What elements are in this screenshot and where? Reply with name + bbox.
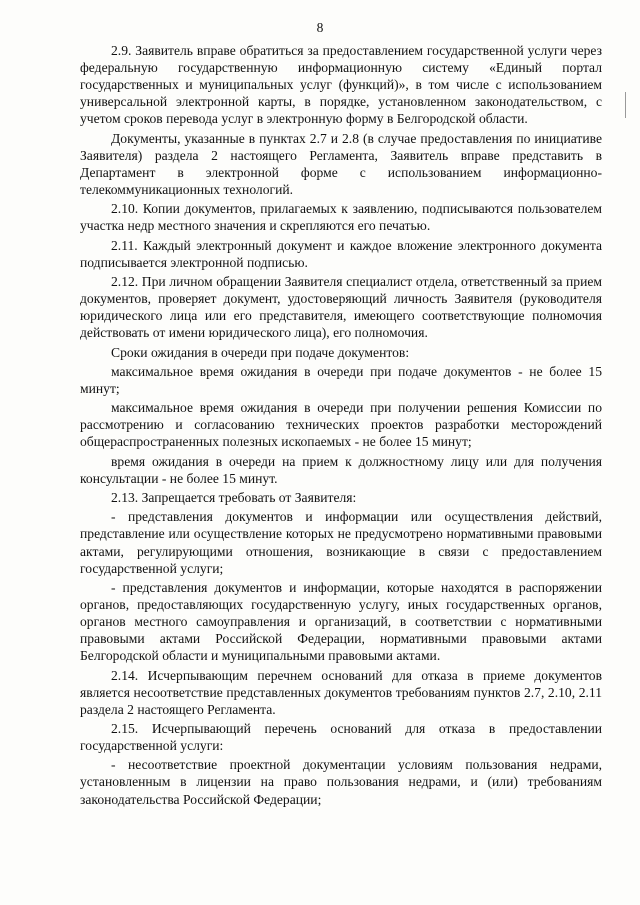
paragraph-queue-decision: максимальное время ожидания в очереди при получении решения Комиссии по рассмотрению и согласованию технических проектов разработки месторождений общераспространенных полезных ископаемых - не более 15 минут; bbox=[80, 400, 602, 450]
document-body bbox=[80, 42, 602, 810]
paragraph-2-13-item-2: - представления документов и информации, которые находятся в распоряжении органов, предоставляющих государственную услугу, иных государственных органов, органов местного самоуправления и организаций, в соответствии с нормативными правовыми актами Российской Федерации, нормативными правовыми актами Белгородской области и муниципальными правовыми актами. bbox=[80, 579, 602, 664]
page-number: 8 bbox=[316, 20, 324, 35]
paragraph-2-13-item-1: - представления документов и информации или осуществления действий, представление или осуществление которых не предусмотрено нормативными правовыми актами, регулирующими отношения, возникающие в связи с предоставлением государственной услуги; bbox=[80, 509, 602, 576]
paragraph-documents-electronic: Документы, указанные в пунктах 2.7 и 2.8 (в случае предоставления по инициативе Заявителя) раздела 2 настоящего Регламента, Заявитель вправе представить в Департамент в электронной форме с использованием информационно- телекоммуникационных технологий. bbox=[80, 130, 602, 197]
paragraph-2-14: 2.14. Исчерпывающим перечнем оснований для отказа в приеме документов является несоответствие представленных документов требованиям пунктов 2.7, 2.10, 2.11 раздела 2 настоящего Регламента. bbox=[80, 667, 602, 717]
paragraph-2-12: 2.12. При личном обращении Заявителя специалист отдела, ответственный за прием документов, проверяет документ, удостоверяющий личность Заявителя (руководителя юридического лица или его представителя, имеющего соответствующие полномочия действовать от имени юридического лица), его полномочия. bbox=[80, 273, 602, 341]
margin-mark bbox=[625, 92, 626, 118]
paragraph-2-15: 2.15. Исчерпывающий перечень оснований для отказа в предоставлении государственной услуги: bbox=[80, 721, 602, 754]
paragraph-2-11: 2.11. Каждый электронный документ и каждое вложение электронного документа подписывается электронной подписью. bbox=[80, 237, 602, 270]
paragraph-2-13: 2.13. Запрещается требовать от Заявителя: bbox=[111, 490, 357, 506]
paragraph-2-15-item-1: - несоответствие проектной документации условиям пользования недрами, установленным в лицензии на право пользования недрами, и (или) требованиям законодательства Российской Федерации; bbox=[80, 757, 602, 807]
paragraph-2-10: 2.10. Копии документов, прилагаемых к заявлению, подписываются пользователем участка недр местного значения и скрепляются его печатью. bbox=[80, 201, 602, 234]
paragraph-queue-times-heading: Сроки ожидания в очереди при подаче документов: bbox=[111, 344, 410, 360]
paragraph-queue-submission: максимальное время ожидания в очереди при подаче документов - не более 15 минут; bbox=[80, 363, 602, 396]
paragraph-queue-consultation: время ожидания в очереди на прием к должностному лицу или для получения консультации - не более 15 минут. bbox=[80, 453, 602, 486]
paragraph-2-9: 2.9. Заявитель вправе обратиться за предоставлением государственной услуги через федеральную государственную информационную систему «Единый портал государственных и муниципальных услуг (функций)», в том числе с использованием универсальной электронной карты, в порядке, установленном законодательством, с учетом сроков перевода услуг в электронную форму в Белгородской области. bbox=[80, 43, 602, 127]
